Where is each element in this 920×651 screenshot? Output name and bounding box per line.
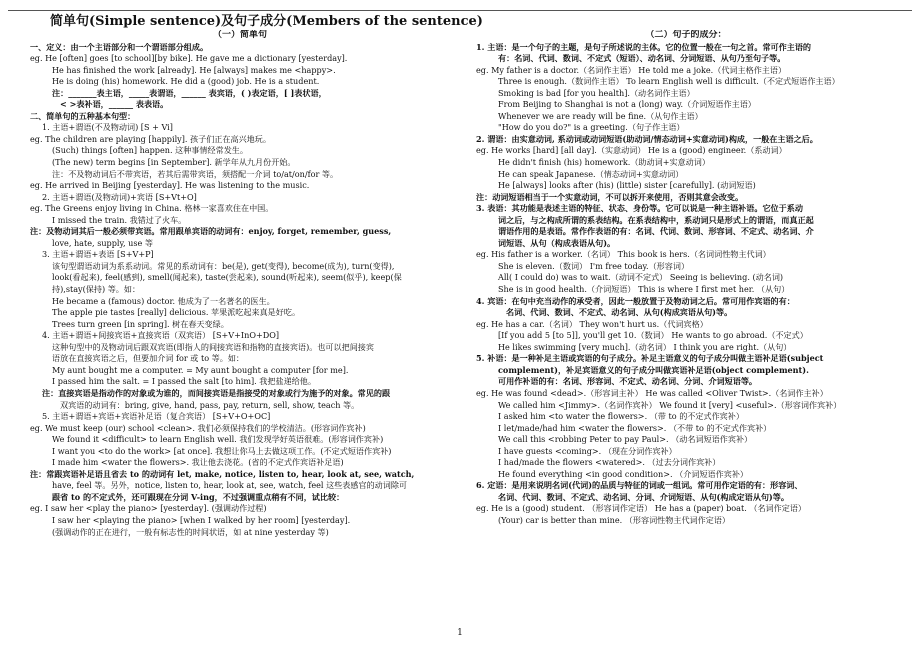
right-line: We call this <robbing Peter to pay Paul>. （动名词短语作宾补） xyxy=(498,434,753,445)
page-title: 简单句(Simple sentence)及句子成分(Members of the sentence) xyxy=(50,14,483,29)
right-line: eg. He was found <dead>.（形容词主补） He was called <Oliver Twist>.（名词作主补） xyxy=(476,387,828,398)
left-line: 注：不及物动词后不带宾语，若其后需带宾语，须搭配一介词 to/at/on/for 等。 xyxy=(52,168,339,179)
right-line: 词之后，与之构成所谓的系表结构。在系表结构中，系动词只是形式上的谓语，而真正起 xyxy=(498,214,814,225)
right-line: He didn't finish (his) homework.（助动词+实意动词） xyxy=(498,157,710,168)
left-lines xyxy=(30,30,450,538)
right-line: She is in good health.（介词短语） This is where I first met her. （从句） xyxy=(498,284,790,295)
right-line: 2. 谓语：由实意动词, 系动词或动词短语(助动词/情态动词+实意动词)构成，一般在主语之后。 xyxy=(476,133,818,144)
right-line: All( I could do) was to wait.（动词不定式） Seeing is believing. (动名词) xyxy=(498,272,784,283)
right-line: I have guests <coming>. （现在分词作宾补） xyxy=(498,445,677,456)
right-line: "How do you do?" is a greeting.（句子作主语） xyxy=(498,122,685,133)
left-line: He has finished the work [already]. He [always] makes me <happy>. xyxy=(52,64,336,75)
right-line: 名词、代词、数词、不定式、动名词、分词、介词短语、从句(构成定语从句)等。 xyxy=(498,491,789,502)
left-line: He became a (famous) doctor. 他成为了一名著名的医生。 xyxy=(52,295,275,306)
left-line: I passed him the salt. = I passed the salt [to him]. 我把盐递给他。 xyxy=(52,376,316,387)
left-line: 1. 主语+谓语(不及物动词) [S + Vi] xyxy=(42,122,173,133)
left-line: I missed the train. 我错过了火车。 xyxy=(52,214,187,225)
right-line: eg. He has a car.（名词） They won't hurt us.（代词宾格） xyxy=(476,318,708,329)
left-line: 注：及物动词其后一般必须带宾语。常用跟单宾语的动词有：enjoy, forget, remember, guess, xyxy=(30,226,392,237)
left-line: eg. He [often] goes [to school][by bike]. He gave me a dictionary [yesterday]. xyxy=(30,53,348,64)
right-line: From Beijing to Shanghai is not a (long) way.（介词短语作主语） xyxy=(498,99,756,110)
left-line: 持),stay(保持) 等。如： xyxy=(52,284,141,295)
left-line: (Such) things [often] happen. 这种事情经常发生。 xyxy=(52,145,248,156)
right-line: He likes swimming [very much].（动名词） I think you are right.（从句） xyxy=(498,341,792,352)
right-line: We called him <Jimmy>.（名词作宾补） We found it [very] <useful>.（形容词作宾补） xyxy=(498,399,842,410)
left-line: (强调动作的正在进行，一般有标志性的时间状语，如 at nine yesterday 等) xyxy=(52,526,329,537)
left-line: 双宾语的动词有：bring, give, hand, pass, pay, return, sell, show, teach 等。 xyxy=(60,399,360,410)
left-line: I want you <to do the work> [at once]. 我想让你马上去做这项工作。(不定式短语作宾补) xyxy=(52,445,392,456)
left-line: eg. He arrived in Beijing [yesterday]. He was listening to the music. xyxy=(30,180,310,191)
left-line: eg. We must keep (our) school <clean>. 我们必须保持我们的学校清洁。(形容词作宾补) xyxy=(30,422,366,433)
left-line: 该句型谓语动词为系系动词。常见的系动词有：be(是), get(变得), become(成为), turn(变得), xyxy=(52,260,395,271)
right-line: Smoking is bad [for you health].（动名词作主语） xyxy=(498,87,695,98)
right-line: He can speak Japanese.（情态动词+实意动词） xyxy=(498,168,684,179)
left-line: 语放在直接宾语之后，但要加介词 for 或 to 等。如： xyxy=(52,353,245,364)
left-line: 3. 主语+谓语+表语 [S+V+P] xyxy=(42,249,154,260)
left-line: My aunt bought me a computer. = My aunt bought a computer [for me]. xyxy=(52,364,349,375)
left-line: have, feel 等。另外，notice, listen to, hear, look at, see, watch, feel 这些表感官的动词除可 xyxy=(52,480,408,491)
right-line: He found everything <in good condition>. （介词短语作宾补） xyxy=(498,468,749,479)
left-line: 2. 主语+谓语(及物动词)+宾语 [S+Vt+O] xyxy=(42,191,197,202)
left-line: 注：直接宾语是指动作的对象或为谁的，而间接宾语是指接受的对象或行为施予的对象。常见的跟 xyxy=(42,387,391,398)
left-column xyxy=(30,14,483,538)
right-line: eg. My father is a doctor.（名词作主语） He told me a joke.（代词主格作主语） xyxy=(476,64,787,75)
right-line: He [always] looks after (his) (little) sister [carefully]. (动词短语) xyxy=(498,180,756,191)
left-line: < >表补语，______ 表表语。 xyxy=(60,99,169,110)
left-line: (The new) term begins [in September]. 新学年从九月份开始。 xyxy=(52,157,296,168)
left-line: I saw her <playing the piano> [when I walked by her room] [yesterday]. xyxy=(52,514,351,525)
left-line: 5. 主语+谓语+宾语+宾语补足语（复合宾语） [S+V+O+OC] xyxy=(42,411,271,422)
left-line: eg. I saw her <play the piano> [yesterday]. (强调动作过程) xyxy=(30,503,267,514)
left-line: 这种句型中的及物动词后跟双宾语(即指人的间接宾语和指物的直接宾语)。也可以把间接宾 xyxy=(52,341,374,352)
right-line: eg. His father is a worker.（名词） This book is hers.（名词词性物主代词） xyxy=(476,249,771,260)
right-line: 1. 主语：是一个句子的主题，是句子所述说的主体。它的位置一般在一句之首。常可作主语的 xyxy=(476,41,812,52)
right-line: I let/made/had him <water the flowers>. （不带 to 的不定式作宾补） xyxy=(498,422,772,433)
left-line: He is doing (his) homework. He did a (good) job. He is a student. xyxy=(52,76,320,87)
right-line: I asked him <to water the flowers>. （带 to 的不定式作宾补） xyxy=(498,411,744,422)
left-line: 注：_______表主语，_____表谓语，______ 表宾语，( )表定语，[ ]表状语， xyxy=(52,87,327,98)
left-line: I made him <water the flowers>. 我让他去浇花。(省的不定式作宾语补足语) xyxy=(52,457,344,468)
right-line: 名词、代词、数词、不定式、动名词、从句(构成宾语从句)等。 xyxy=(506,307,733,318)
left-line: Trees turn green [in spring]. 树在春天变绿。 xyxy=(52,318,229,329)
right-line: （二）句子的成分： xyxy=(645,30,727,40)
right-line: 注：动词短语相当于一个实意动词，不可以拆开来使用，否则其意会改变。 xyxy=(476,191,744,202)
left-line: look(看起来), feel(感到), smell(闻起来), taste(尝起来), sound(听起来), seem(似乎), keep(保 xyxy=(52,272,402,283)
right-line: complement)，补足宾语意义的句子成分叫做宾语补足语(object complement). xyxy=(498,364,809,375)
right-line: 谓语作用的是表语。常作作表语的有：名词、代词、数词、形容词、不定式、动名词、介 xyxy=(498,226,814,237)
right-line: 词短语、从句（构成表语从句)。 xyxy=(498,237,616,248)
right-lines xyxy=(476,30,896,527)
left-line: We found it <difficult> to learn English well. 我们发现学好英语很难。(形容词作宾补) xyxy=(52,434,384,445)
left-line: 注：常跟宾语补足语且省去 to 的动词有 let, make, notice, listen to, hear, look at, see, watch, xyxy=(30,468,415,479)
right-line: [If you add 5 [to 5]], you'll get 10.（数词） He wants to go abroad.（不定式） xyxy=(498,330,808,341)
right-line: 6. 定语：是用来说明名词(代词)的品质与特征的词或一组词。常可用作定语的有：形容词、 xyxy=(476,480,803,491)
right-line: 可用作补语的有：名词、形容词、不定式、动名词、分词、介词短语等。 xyxy=(498,376,758,387)
right-line: 有：名词、代词、数词、不定式（短语）、动名词、分词短语、从句乃至句子等。 xyxy=(498,53,786,64)
left-line: love, hate, supply, use 等 xyxy=(52,237,153,248)
left-line: eg. The Greens enjoy living in China. 格林一家喜欢住在中国。 xyxy=(30,203,274,214)
left-line: The apple pie tastes [really] delicious. 苹果派吃起来真是好吃。 xyxy=(52,307,301,318)
right-line: eg. He works [hard] [all day].（实意动词） He is a (good) engineer.（系动词） xyxy=(476,145,787,156)
right-line: Three is enough.（数词作主语） To learn English well is difficult.（不定式短语作主语） xyxy=(498,76,840,87)
right-line: 4. 宾语：在句中充当动作的承受者，因此一般放置于及物动词之后。常可用作宾语的有： xyxy=(476,295,795,306)
right-column xyxy=(476,14,896,527)
right-line: 5. 补语：是一种补足主语或宾语的句子成分。补足主语意义的句子成分叫做主语补足语(subject xyxy=(476,353,824,364)
page-number: 1 xyxy=(457,628,463,638)
left-line: 跟省 to 的不定式外，还可跟现在分词 V-ing，不过强调重点稍有不同，试比较： xyxy=(52,491,345,502)
left-line: 4. 主语+谓语+间接宾语+直接宾语（双宾语） [S+V+InO+DO] xyxy=(42,330,280,341)
right-line: (Your) car is better than mine. （形容词性物主代词作定语） xyxy=(498,514,731,525)
right-line: eg. He is a (good) student. （形容词作定语） He has a (paper) boat. （名词作定语） xyxy=(476,503,807,514)
left-line: （一）简单句 xyxy=(212,30,267,40)
right-line: 3. 表语：其功能是表述主语的特征、状态、身份等。它可以说是一种主语补语。它位于系动 xyxy=(476,203,803,214)
right-line: I had/made the flowers <watered>. （过去分词作宾补） xyxy=(498,457,721,468)
right-line: She is eleven.（数词） I'm free today.（形容词） xyxy=(498,260,690,271)
left-line: 二、简单句的五种基本句型： xyxy=(30,110,136,121)
left-line: eg. The children are playing [happily]. 孩子们正在高兴地玩。 xyxy=(30,133,271,144)
left-line: 一、定义：由一个主语部分和一个谓语部分组成。 xyxy=(30,41,209,52)
top-rule xyxy=(8,10,912,11)
right-line: Whenever we are ready will be fine.（从句作主语） xyxy=(498,110,703,121)
